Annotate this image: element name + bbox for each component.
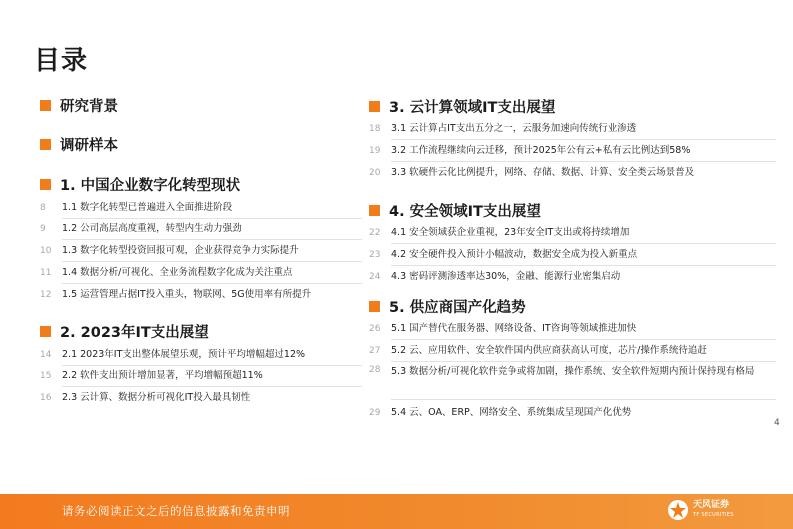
toc-item[interactable] (369, 322, 636, 336)
divider (391, 399, 776, 400)
bullet-square-icon (40, 139, 51, 150)
section-label: 2. 2023年IT支出展望 (60, 325, 209, 341)
divider (391, 265, 776, 266)
page-title: 目录 (34, 46, 89, 76)
toc-page-number: 20 (369, 168, 381, 178)
section-label: 研究背景 (60, 99, 118, 115)
toc-section-1[interactable] (40, 174, 240, 195)
toc-section-3[interactable] (369, 96, 555, 117)
toc-item-label: 2.3 云计算、数据分析可视化IT投入最具韧性 (62, 392, 251, 403)
toc-item[interactable] (369, 344, 707, 358)
toc-page-number: 15 (40, 371, 52, 381)
toc-item-label: 5.4 云、OA、ERP、网络安全、系统集成呈现国产化优势 (391, 407, 632, 418)
footer-bar (0, 494, 793, 529)
toc-item[interactable] (40, 391, 250, 405)
tf-logo-icon (667, 499, 689, 521)
divider (391, 339, 776, 340)
bullet-square-icon (40, 326, 51, 337)
toc-page-number: 23 (369, 250, 381, 260)
divider (391, 361, 776, 362)
divider (62, 218, 362, 219)
divider (62, 261, 362, 262)
toc-item-label: 5.2 云、应用软件、安全软件国内供应商获高认可度，芯片/操作系统待追赶 (391, 345, 707, 356)
divider (62, 283, 362, 284)
toc-page-number: 27 (369, 346, 381, 356)
section-label: 5. 供应商国产化趋势 (389, 300, 526, 316)
toc-item[interactable] (369, 226, 629, 240)
divider (62, 365, 362, 366)
toc-item-label: 2.2 软件支出预计增加显著，平均增幅预超11% (62, 370, 263, 381)
toc-item[interactable] (40, 222, 242, 236)
toc-item[interactable] (369, 122, 636, 136)
divider (391, 161, 776, 162)
toc-item-label: 1.2 公司高层高度重视，转型内生动力强劲 (62, 223, 242, 234)
toc-item-label: 3.3 软硬件云化比例提升，网络、存储、数据、计算、安全类云场景普及 (391, 167, 695, 178)
toc-item[interactable] (40, 348, 305, 362)
logo-text (693, 500, 734, 520)
bullet-square-icon (369, 301, 380, 312)
toc-page-number: 19 (369, 146, 381, 156)
section-label: 4. 安全领域IT支出展望 (389, 204, 541, 220)
logo-name-cn: 天风证券 (693, 500, 730, 510)
toc-item[interactable] (40, 369, 263, 383)
page-number: 4 (774, 418, 780, 428)
toc-page-number: 18 (369, 124, 381, 134)
toc-item-label: 1.3 数字化转型投资回报可观，企业获得竞争力实际提升 (62, 245, 299, 256)
company-logo (667, 499, 734, 521)
toc-section-2[interactable] (40, 321, 209, 342)
toc-section-survey-sample[interactable] (40, 134, 118, 155)
toc-page-number: 10 (40, 246, 52, 256)
logo-name-en: TF SECURITIES (693, 512, 734, 518)
toc-page-number: 16 (40, 393, 52, 403)
toc-item-label: 4.1 安全领域获企业重视，23年安全IT支出或将持续增加 (391, 227, 630, 238)
toc-item-label: 3.2 工作流程继续向云迁移，预计2025年公有云+私有云比例达到58% (391, 145, 691, 156)
toc-item-label: 1.4 数据分析/可视化、全业务流程数字化成为关注重点 (62, 267, 293, 278)
section-label: 1. 中国企业数字化转型现状 (60, 178, 241, 194)
toc-item-label: 4.2 安全硬件投入预计小幅波动，数据安全成为投入新重点 (391, 249, 638, 260)
toc-page-number: 26 (369, 324, 381, 334)
toc-item-label: 5.3 数据分析/可视化软件竞争或将加剧，操作系统、安全软件短期内预计保持现有格局 (391, 366, 755, 377)
toc-page-number: 11 (40, 268, 52, 278)
section-label: 3. 云计算领域IT支出展望 (389, 100, 556, 116)
divider (391, 243, 776, 244)
toc-item-label: 4.3 密码评测渗透率达30%，金融、能源行业密集启动 (391, 271, 621, 282)
toc-page-number: 9 (40, 224, 46, 234)
toc-item-label: 1.1 数字化转型已普遍进入全面推进阶段 (62, 202, 233, 213)
bullet-square-icon (40, 100, 51, 111)
bullet-square-icon (40, 179, 51, 190)
toc-item[interactable] (369, 363, 776, 380)
section-label: 调研样本 (60, 138, 118, 154)
divider (391, 139, 776, 140)
toc-item[interactable] (40, 288, 311, 302)
toc-item-label: 2.1 2023年IT支出整体展望乐观，预计平均增幅超过12% (62, 349, 306, 360)
toc-item[interactable] (40, 266, 292, 280)
toc-page-number: 14 (40, 350, 52, 360)
toc-section-4[interactable] (369, 200, 541, 221)
toc-item[interactable] (369, 270, 620, 284)
toc-section-5[interactable] (369, 296, 526, 317)
toc-item[interactable] (369, 166, 694, 180)
toc-section-research-background[interactable] (40, 95, 118, 116)
toc-page-number: 28 (369, 365, 381, 375)
toc-item[interactable] (369, 248, 637, 262)
toc-page-number: 22 (369, 228, 381, 238)
toc-item[interactable] (369, 406, 631, 420)
toc-item[interactable] (369, 144, 690, 158)
divider (62, 386, 362, 387)
toc-item[interactable] (40, 244, 299, 258)
toc-page-number: 24 (369, 272, 381, 282)
toc-page-number: 12 (40, 290, 52, 300)
toc-page-number: 8 (40, 203, 46, 213)
bullet-square-icon (369, 101, 380, 112)
bullet-square-icon (369, 205, 380, 216)
toc-item-label: 5.1 国产替代在服务器、网络设备、IT咨询等领域推进加快 (391, 323, 637, 334)
toc-item-label: 1.5 运营管理占据IT投入重头，物联网、5G使用率有所提升 (62, 289, 312, 300)
toc-item[interactable] (40, 201, 232, 215)
toc-item-label: 3.1 云计算占IT支出五分之一，云服务加速向传统行业渗透 (391, 123, 637, 134)
disclaimer-link[interactable]: 请务必阅读正文之后的信息披露和免责申明 (62, 504, 290, 518)
divider (62, 239, 362, 240)
toc-page-number: 29 (369, 408, 381, 418)
